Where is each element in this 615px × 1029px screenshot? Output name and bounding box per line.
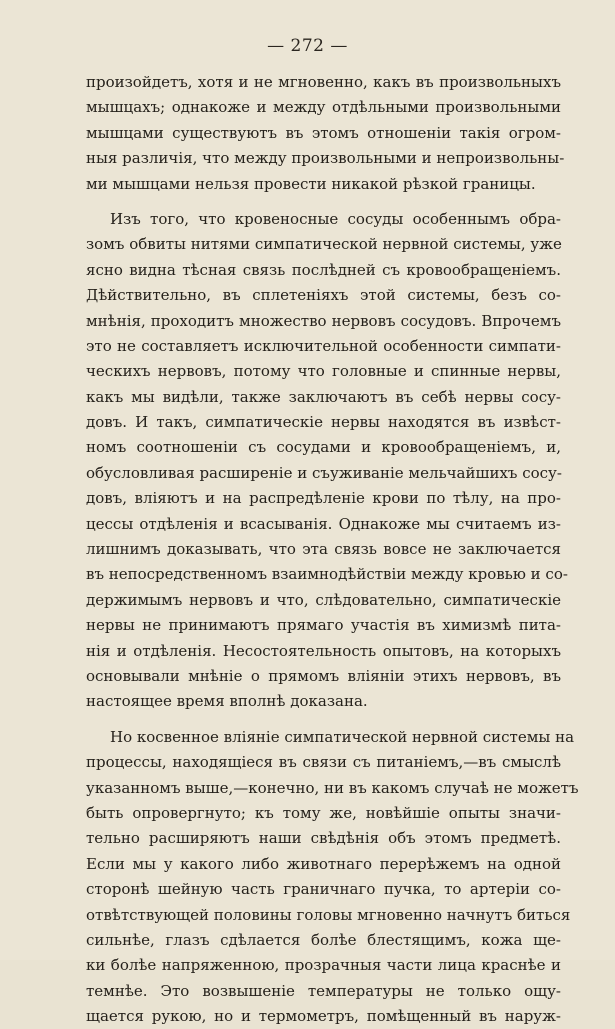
text-line: довъ. И такъ, симпатическіе нервы находятся въ извѣст- <box>86 413 561 432</box>
text-line: лишнимъ доказывать, что эта связь вовсе не заключается <box>86 540 561 559</box>
text-line: ки болѣе напряженною, прозрачныя части лица краснѣе и <box>86 956 561 975</box>
text-line: цессы отдѣленія и всасыванія. Однакоже мы считаемъ из- <box>86 514 561 533</box>
text-line: мнѣнія, проходитъ множество нервовъ сосудовъ. Впрочемъ <box>86 311 561 330</box>
text-line: мышцахъ; однакоже и между отдѣльными произвольными <box>86 98 561 117</box>
text-line: основывали мнѣніе о прямомъ вліяніи этихъ нервовъ, въ <box>86 666 561 685</box>
text-line: зомъ обвиты нитями симпатической нервной системы, уже <box>86 235 562 254</box>
text-line: въ непосредственномъ взаимнодѣйствіи между кровью и со- <box>86 565 568 584</box>
text-line: Но косвенное вліяніе симпатической нервной системы на <box>110 727 575 746</box>
text-line: указанномъ выше,—конечно, ни въ какомъ случаѣ не можетъ <box>86 778 579 797</box>
text-line: мышцами существуютъ въ этомъ отношеніи такія огром- <box>86 123 561 142</box>
text-line: Изъ того, что кровеносные сосуды особеннымъ обра- <box>110 209 561 228</box>
text-line: нія и отдѣленія. Несостоятельность опытовъ, на которыхъ <box>86 641 561 660</box>
text-line: отвѣтствующей половины головы мгновенно начнутъ биться <box>86 905 571 924</box>
text-line: произойдетъ, хотя и не мгновенно, какъ въ произвольныхъ <box>86 73 561 91</box>
text-line: нервы не принимаютъ прямаго участія въ химизмѣ пита- <box>86 616 561 635</box>
text-line: тельно расширяютъ наши свѣдѣнія объ этомъ предметѣ. <box>86 829 561 848</box>
text-line: какъ мы видѣли, также заключаютъ въ себѣ нервы сосу- <box>86 387 561 406</box>
text-body <box>86 70 579 1029</box>
text-line: номъ соотношеніи съ сосудами и кровообращеніемъ, и, <box>86 438 561 457</box>
text-line: темнѣе. Это возвышеніе температуры не только ощу- <box>86 981 561 1000</box>
text-line: это не составляетъ исключительной особенности симпати- <box>86 336 561 355</box>
text-line: Дѣйствительно, въ сплетеніяхъ этой системы, безъ со- <box>86 286 561 305</box>
text-line: быть опровергнуто; къ тому же, новѣйшіе опыты значи- <box>86 803 561 822</box>
text-line: обусловливая расширеніе и съуживаніе мельчайшихъ сосу- <box>86 463 562 482</box>
page-number: — 272 — <box>267 36 348 56</box>
text-line: держимымъ нервовъ и что, слѣдовательно, симпатическіе <box>86 590 561 609</box>
text-line: настоящее время вполнѣ доказана. <box>86 692 368 711</box>
text-line: Если мы у какого либо животнаго перерѣжемъ на одной <box>86 854 561 873</box>
text-line: довъ, вліяютъ и на распредѣленіе крови по тѣлу, на про- <box>86 489 561 508</box>
text-line: ческихъ нервовъ, потому что головные и спинные нервы, <box>86 362 561 381</box>
text-line: ясно видна тѣсная связь послѣдней съ кровообращеніемъ. <box>86 260 561 279</box>
text-line: ныя различія, что между произвольными и непроизвольны- <box>86 149 565 168</box>
text-line: сторонѣ шейную часть граничнаго пучка, то артеріи со- <box>86 880 561 899</box>
text-line: ми мышцами нельзя провести никакой рѣзкой границы. <box>86 174 536 193</box>
text-line: сильнѣе, глазъ сдѣлается болѣе блестящимъ, кожа ще- <box>86 930 561 949</box>
text-line: процессы, находящіеся въ связи съ питаніемъ,—въ смыслѣ <box>86 753 561 772</box>
text-line: щается рукою, но и термометръ, помѣщенный въ наруж- <box>86 1007 561 1026</box>
